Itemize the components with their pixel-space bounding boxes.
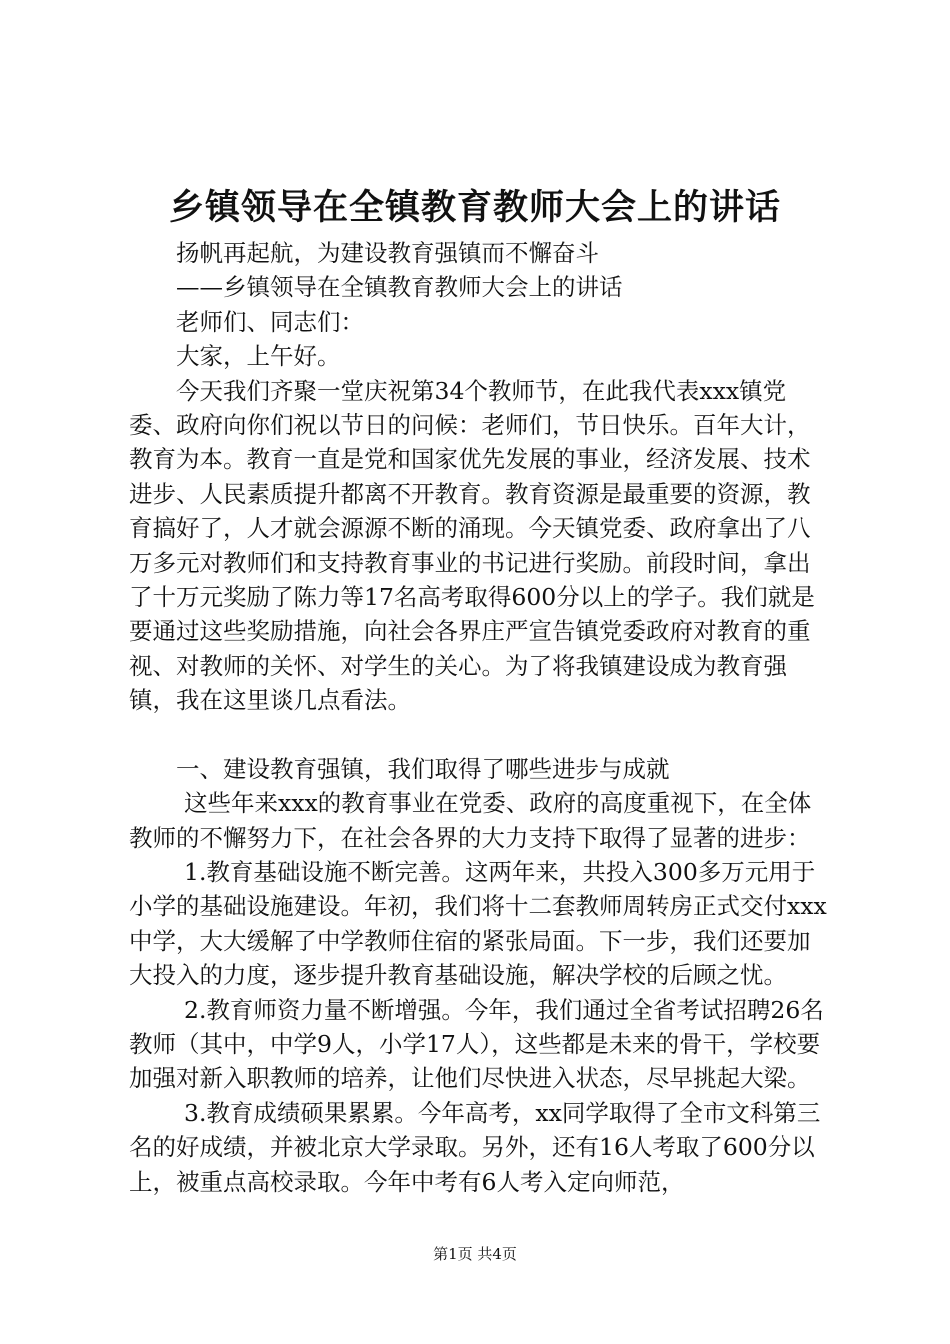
- section-heading-1: 一、建设教育强镇，我们取得了哪些进步与成就: [176, 754, 670, 783]
- greeting: 大家，上午好。: [176, 342, 341, 371]
- paragraph-progress: 这些年来xxx的教育事业在党委、政府的高度重视下，在全体教师的不懈努力下，在社会各界的大力支持下取得了显著的进步：: [129, 789, 812, 852]
- salutation: 老师们、同志们：: [176, 307, 364, 336]
- document-body: [129, 236, 829, 1199]
- page-footer: 第1页 共4页: [433, 1245, 517, 1263]
- paragraph-gap: [129, 718, 829, 752]
- list-item-1: 1.教育基础设施不断完善。这两年来，共投入300多万元用于小学的基础设施建设。年初，我们将十二套教师周转房正式交付xxx中学，大大缓解了中学教师住宿的紧张局面。下一步，我们还要加大投入的力度，逐步提升教育基础设施，解决学校的后顾之忧。: [129, 857, 827, 990]
- list-item-3: 3.教育成绩硕果累累。今年高考，xx同学取得了全市文科第三名的好成绩，并被北京大学录取。另外，还有16人考取了600分以上，被重点高校录取。今年中考有6人考入定向师范，: [129, 1098, 821, 1196]
- list-item-2: 2.教育师资力量不断增强。今年，我们通过全省考试招聘26名教师（其中，中学9人，小学17人），这些都是未来的骨干，学校要加强对新入职教师的培养，让他们尽快进入状态，尽早挑起大梁。: [129, 995, 824, 1093]
- subtitle: 扬帆再起航，为建设教育强镇而不懈奋斗: [176, 239, 599, 267]
- page-title: 乡镇领导在全镇教育教师大会上的讲话: [168, 188, 781, 228]
- subtitle-line-2: ——乡镇领导在全镇教育教师大会上的讲话: [176, 273, 623, 302]
- paragraph-opening: 今天我们齐聚一堂庆祝第34个教师节，在此我代表xxx镇党委、政府向你们祝以节日的问候：老师们，节日快乐。百年大计，教育为本。教育一直是党和国家优先发展的事业，经济发展、技术进步、人民素质提升都离不开教育。教育资源是最重要的资源，教育搞好了，人才就会源源不断的涌现。今天镇党委、政府拿出了八万多元对教师们和支持教育事业的书记进行奖励。前段时间，拿出了十万元奖励了陈力等17名高考取得600分以上的学子。我们就是要通过这些奖励措施，向社会各界庄严宣告镇党委政府对教育的重视、对教师的关怀、对学生的关心。为了将我镇建设成为教育强镇，我在这里谈几点看法。: [129, 376, 815, 715]
